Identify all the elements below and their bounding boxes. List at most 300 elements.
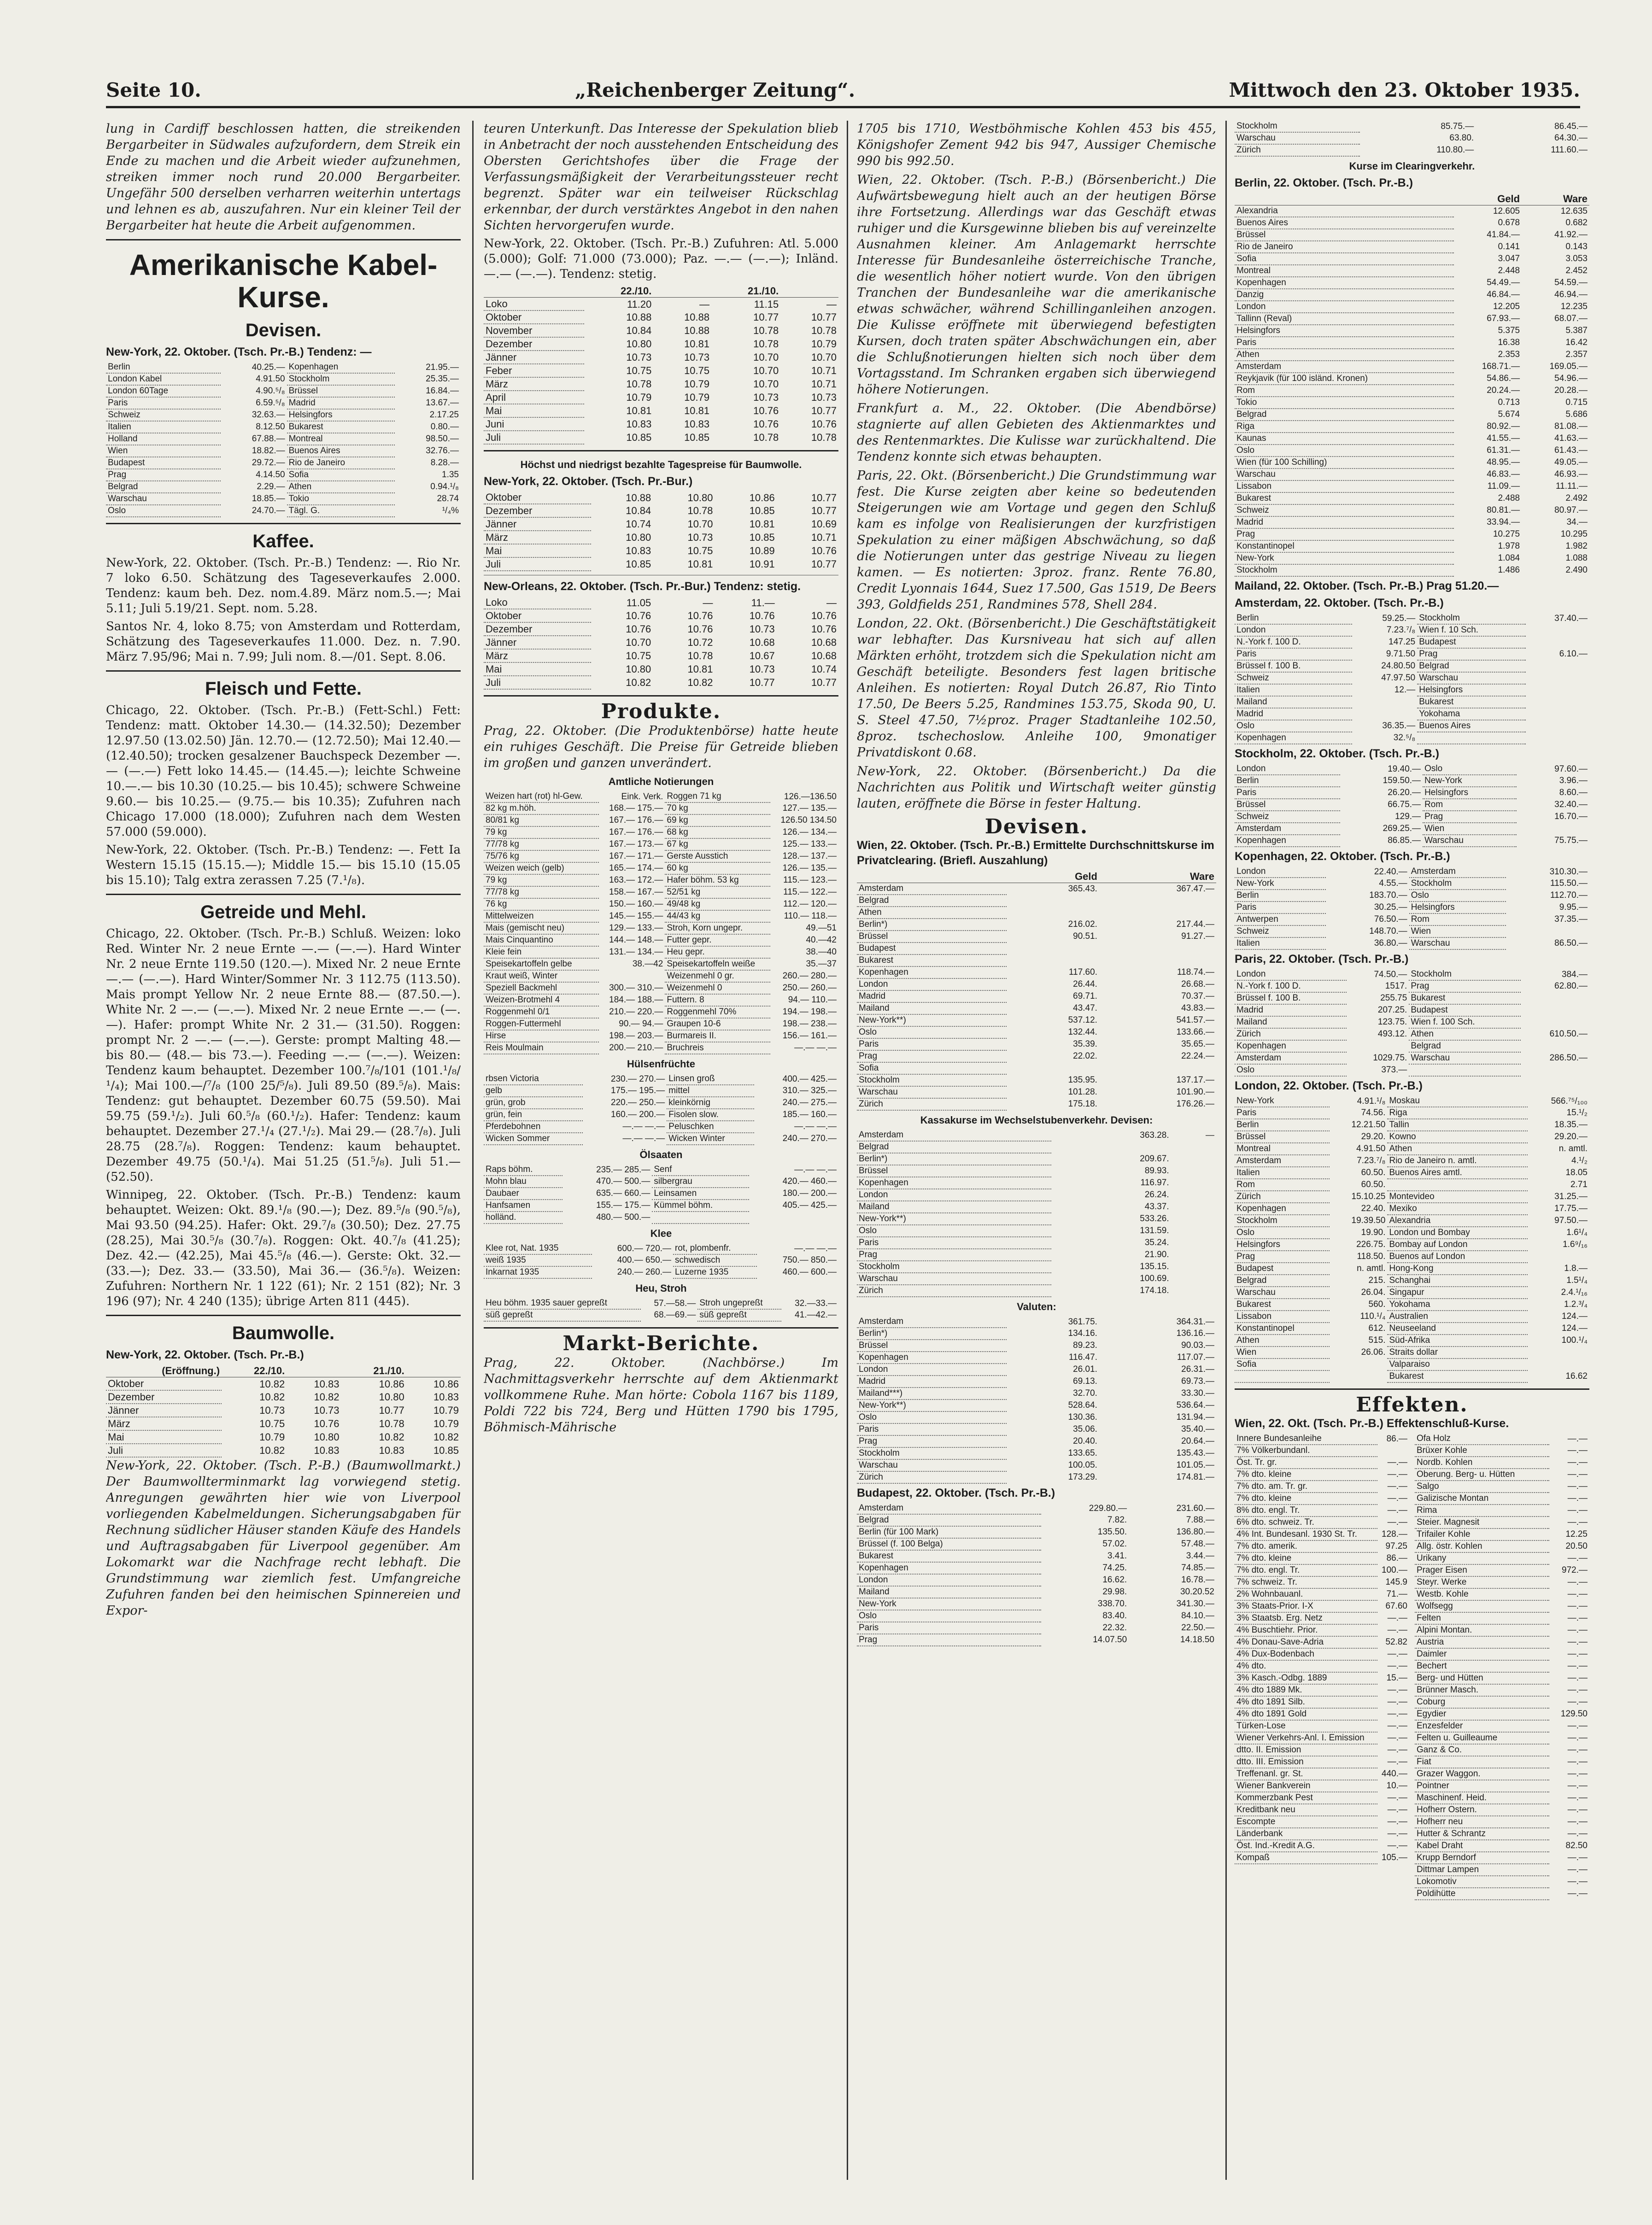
cell-value: 18.82.— — [252, 446, 285, 456]
row-label: Zürich — [1235, 1028, 1347, 1040]
cell-value: 91.27.— — [1181, 931, 1214, 941]
table-row — [484, 404, 838, 417]
table-row — [484, 850, 838, 862]
table-row — [1235, 636, 1589, 648]
cell-value: 10.77 — [811, 492, 837, 504]
table-row — [484, 946, 838, 958]
row-label: Kaunas — [1235, 433, 1454, 445]
cell-value: 89.23. — [1073, 1341, 1097, 1350]
cell-value: 20.50 — [1565, 1541, 1588, 1551]
table-row — [484, 310, 838, 324]
table-row — [484, 1097, 838, 1109]
cell-value: —.— — [1567, 1625, 1588, 1635]
row-label: Rima — [1415, 1505, 1549, 1517]
cell-value: 15.10.25 — [1351, 1192, 1386, 1201]
row-label: Wien — [1235, 1347, 1330, 1358]
row-label: Brüxer Kohle — [1415, 1445, 1549, 1457]
cell-value: 0.713 — [1498, 398, 1520, 407]
cell-value: 0.80.— — [430, 422, 459, 432]
cell-value: 10.73 — [753, 392, 779, 403]
cell-value: 174.18. — [1140, 1286, 1169, 1295]
row-label: Nordb. Kohlen — [1415, 1457, 1549, 1469]
row-label: Athen — [1235, 349, 1454, 361]
row-label: Madrid — [1235, 1004, 1347, 1016]
cell-value: 10.70 — [626, 637, 651, 648]
cell-value: 10.79 — [684, 378, 710, 390]
cell-value: —.— — [1387, 1721, 1407, 1731]
cell-value: 10.67 — [749, 650, 775, 662]
table-row — [857, 1165, 1216, 1177]
row-label: 2% Wohnbauanl. — [1235, 1588, 1377, 1600]
row-label: Juli — [484, 557, 591, 571]
market-text: Chicago, 22. Oktober. (Tsch. Pr.-B.) Schluß. Weizen: loko Red. Winter Nr. 2 neue Ernte —.— (—.—). Hard Winter Nr. 2 neue Ernte 119.50 (120.—). Mixed Nr. 2 neue Ernte —.— (—.—). Hard Winter/Sommer Nr. 3 112.75 (113.50). Mais prompt Yellow Nr. 2 neue Ernte 88.— (87.50.—). White Nr. 2 —.— (—.—). Mixed Nr. 2 neue Ernte —.— (—.—). Hafer: prompt White Nr. 2 31.— (31.50). Roggen: prompt Nr. 2 —.— (—.—). Gerste: prompt Malting 48.— bis 80.— (48.— bis 73.—). Feeding —.— (—.—). Weizen: Tendenz kaum behauptet. Dezember 100.⁷/₈/101 (101.¹/₈/¹/₄); Mai 100.—/⁷/₈ (100 25/⁵/₈). Juli 89.50 (89.⁵/₈). Mais: Tendenz: gut behauptet. Dezember 60.75 (59.50). Mai 59.75 (59.¹/₂). Juli 60.⁵/₈ (60.¹/₂). Hafer: Tendenz: kaum behauptet. Dezember 27.¹/₄ (27.¹/₂). Mai 29.— (28.⁷/₈). Juli 28.75 (28.⁷/₈). Roggen: Tendenz: kaum behauptet. Dezember 49.75 (50.¹/₄). Mai 51.25 (51.⁵/₈). Juli 51.— (52.50). — [106, 927, 461, 1184]
cell-value: 131.59. — [1140, 1226, 1169, 1235]
cell-value: 240.— 275.— — [782, 1098, 837, 1107]
table-row — [857, 1225, 1216, 1237]
cell-value: 101.05.— — [1176, 1460, 1214, 1470]
cell-value: 10.82 — [259, 1378, 285, 1390]
cell-value: 2.492 — [1565, 493, 1588, 503]
row-label: London — [1235, 763, 1340, 775]
cell-value — [1526, 720, 1589, 732]
cell-value: 338.70. — [1097, 1599, 1127, 1609]
table-row — [1235, 445, 1589, 457]
cell-value: 163.— 172.— — [609, 875, 663, 885]
cell-value: 470.— 500.— — [596, 1177, 650, 1186]
row-label: Amsterdam — [1409, 866, 1506, 878]
cell-value: 17.75.— — [1554, 1204, 1588, 1213]
table-row — [106, 397, 461, 409]
cotton-highlow-table — [484, 491, 838, 571]
table-row — [1235, 1358, 1589, 1370]
row-label: Stockholm — [857, 1261, 1051, 1273]
row-label: Paris — [857, 1622, 1041, 1634]
cotton-ny-table — [484, 285, 838, 445]
cell-value: —.— — [1387, 1481, 1407, 1491]
row-label: Graupen 10-6 — [665, 1018, 770, 1030]
cell-value: 67.88.— — [252, 434, 285, 444]
row-label: Rom — [1235, 1179, 1330, 1191]
cell-value: 168.— 175.— — [609, 803, 663, 813]
table-row — [484, 1309, 838, 1321]
row-label: Roggen-Futtermehl — [484, 1018, 599, 1030]
cell-value: 76.50.— — [1374, 914, 1407, 924]
row-label: Kopenhagen — [287, 362, 395, 373]
row-label: Amsterdam — [857, 883, 1007, 895]
cell-value: 117.07.— — [1177, 1353, 1214, 1362]
cell-value — [1526, 624, 1589, 636]
row-label: New-York**) — [857, 1399, 1007, 1411]
row-label: Austria — [1415, 1636, 1549, 1648]
table-row — [1415, 1469, 1589, 1481]
cell-value: 10.83 — [379, 1445, 404, 1456]
market-text: Chicago, 22. Oktober. (Tsch. Pr.-B.) (Fett-Schl.) Fett: Tendenz: matt. Oktober 14.30.— (14.32.50); Dezember 12.97.50 (13.02.50) Jän. 12.70.— (12.72.50); Mai 12.40.— (12.40.50); trocken gesalzener Bauchspeck Dezember —.— (—.—) Fett loko 14.45.— (14.45.—); leichte Schweine 10.—.— bis 10.30 (10.25.— bis 10.45); schwere Schweine 9.60.— bis 10.25.— (9.75.— bis 10.35); Zufuhren nach Chicago 17.000 (18.000); Zufuhren nach dem Westen 57.000 (59.000). — [106, 703, 461, 839]
cell-value — [1526, 696, 1589, 708]
table-row — [1235, 528, 1589, 540]
table-row — [484, 649, 838, 662]
row-label: Heu böhm. 1935 sauer gepreßt — [484, 1298, 641, 1309]
row-label: Brünner Masch. — [1415, 1684, 1549, 1696]
cell-value: 124.— — [1562, 1312, 1588, 1321]
table-row — [857, 1388, 1216, 1399]
cell-value — [1528, 1251, 1589, 1263]
cell-value: 10.78 — [811, 432, 837, 443]
table-row — [1235, 361, 1589, 373]
cell-value — [1517, 823, 1589, 835]
cell-value: 566.⁷⁵/₁₀₀ — [1551, 1096, 1588, 1106]
cell-value: 541.57.— — [1176, 1015, 1214, 1025]
row-label: Oslo — [857, 1225, 1051, 1237]
row-label: Ofa Holz — [1415, 1433, 1549, 1445]
row-label: Berlin — [1235, 775, 1340, 787]
table-row — [1415, 1600, 1589, 1612]
row-label: Stroh ungepreßt — [697, 1298, 781, 1309]
table-row — [1415, 1660, 1589, 1672]
cell-value: 10.91 — [749, 558, 775, 570]
row-label: Sofia — [287, 469, 395, 481]
table-row — [1235, 835, 1589, 847]
cell-value: 19.39.50 — [1351, 1216, 1386, 1225]
cell-value: 10.85 — [749, 505, 775, 516]
cotton-table — [106, 1364, 461, 1458]
cell-value: 118.74.— — [1177, 967, 1214, 977]
cell-value: 173.29. — [1068, 1472, 1097, 1482]
cell-value: 167.— 176.— — [609, 827, 663, 837]
table-row — [1235, 1732, 1409, 1744]
table-title: Valuten: — [1017, 1301, 1056, 1312]
table-row — [857, 1038, 1216, 1050]
row-label: März — [484, 531, 591, 544]
row-label: Wiener Verkehrs-Anl. I. Emission — [1235, 1732, 1377, 1744]
table-row — [106, 1444, 461, 1457]
row-label: Hofherr Ostern. — [1415, 1804, 1549, 1816]
cell-value: —.— — [1387, 1757, 1407, 1767]
row-label: 4% dto. — [1235, 1660, 1377, 1672]
column-4 — [1235, 121, 1589, 2184]
row-label: Brüssel f. 100 B. — [1235, 992, 1347, 1004]
cell-value: 0.682 — [1565, 218, 1588, 228]
row-label: New-York**) — [857, 1213, 1051, 1225]
cell-value: 400.— 650.— — [617, 1255, 672, 1265]
cell-value: 10.77 — [379, 1405, 404, 1416]
cell-value: 38.—42 — [632, 959, 663, 969]
cell-value: 210.— 220.— — [609, 1007, 663, 1017]
row-label: Zürich — [1235, 1191, 1330, 1203]
row-label: Yokohama — [1387, 1299, 1527, 1311]
cell-value: 49.05.— — [1554, 457, 1588, 467]
cell-value: 10.76 — [753, 405, 779, 416]
row-label: Mai — [484, 544, 591, 557]
cell-value: —.— — [1387, 1458, 1407, 1467]
table-row — [1235, 913, 1589, 925]
table-row — [1235, 1155, 1589, 1167]
cell-value: — — [1206, 1130, 1214, 1140]
cell-value: 10.79 — [811, 338, 837, 350]
row-label: Prager Eisen — [1415, 1564, 1549, 1576]
cell-value: 10.73 — [314, 1405, 340, 1416]
column-header — [857, 870, 1007, 883]
table-row — [1415, 1876, 1589, 1888]
table-row — [1235, 1016, 1589, 1028]
row-label: Coburg — [1415, 1696, 1549, 1708]
row-label: Belgrad — [1409, 1040, 1521, 1052]
article-text: New-York, 22. Oktober. (Börsenbericht.) Da die Nachrichten aus Politik und Wirtschaft weiter günstig lauten, eröffnete die Börse in fester Haltung. — [857, 764, 1216, 811]
article-text: Paris, 22. Okt. (Börsenbericht.) Die Grundstimmung war fest. Die Kurse zeigten aber keine so bedeutenden Steigerungen wie am Vortage und gegen den Schluß kam es infolge von Realisierungen der kurzfristigen Spekulation zu einer mäßigen Abschwächung, so daß die Notierungen unter das gestrige Niveau zu liegen kamen. — Es notierten: 3proz. franz. Rente 76.80, Credit Lyonnais 1644, Suez 17.500, Gas 1519, De Beers 393, Goldfields 251, Randmines 578, Shell 284. — [857, 468, 1216, 612]
cell-value: 131.94.— — [1176, 1412, 1214, 1422]
cell-value: Eink. Verk. — [621, 791, 663, 802]
cell-value: 159.50.— — [1383, 776, 1421, 785]
cell-value: 168.71.— — [1482, 362, 1520, 371]
cell-value: 22.50.— — [1181, 1623, 1214, 1633]
row-label: Kowno — [1387, 1131, 1527, 1143]
cell-value: 28.74 — [437, 494, 459, 504]
table-row — [484, 504, 838, 517]
cell-value: 10.80 — [626, 663, 651, 675]
cell-value: 69.71. — [1073, 991, 1097, 1001]
cell-value: —.— — [1567, 1721, 1588, 1731]
cell-value: 175.— 195.— — [611, 1086, 665, 1095]
row-label: 76 kg — [484, 898, 599, 910]
table-row — [1235, 277, 1589, 289]
cell-value — [1521, 1040, 1589, 1052]
cell-value: 255.75 — [1380, 993, 1407, 1003]
row-label: London — [857, 1364, 1007, 1376]
row-label: Leinsamen — [652, 1188, 749, 1200]
row-label: April — [484, 391, 584, 404]
table-row — [857, 1050, 1216, 1062]
row-label: Juli — [484, 431, 584, 444]
cell-value: 36.80.— — [1374, 938, 1407, 948]
row-label: Brüssel f. 100 B. — [1235, 660, 1352, 672]
table-row — [1235, 421, 1589, 433]
table-row — [857, 1249, 1216, 1261]
dateline: Berlin, 22. Oktober. (Tsch. Pr.-B.) — [1235, 176, 1413, 189]
cell-value: 54.86.— — [1487, 374, 1520, 383]
divider — [106, 523, 461, 524]
table-row — [1235, 1239, 1589, 1251]
table-row — [857, 1062, 1216, 1074]
cell-value: 12.605 — [1493, 206, 1520, 216]
column-rule — [847, 121, 848, 2180]
row-label: London — [1235, 301, 1454, 313]
cell-value: 10.77 — [811, 558, 837, 570]
cell-value: 1.35 — [442, 470, 459, 480]
cell-value: 41.84.— — [1487, 230, 1520, 240]
row-label: Jänner — [106, 1404, 222, 1417]
cell-value: —.— — [1567, 1434, 1588, 1444]
cell-value: 21.95.— — [426, 362, 459, 372]
row-label: Brüssel — [857, 1165, 1051, 1177]
cell-value: 100.69. — [1140, 1274, 1169, 1283]
cell-value: 135.95. — [1068, 1075, 1097, 1085]
table-title: Ölsaaten — [639, 1149, 683, 1160]
table-row — [1415, 1588, 1589, 1600]
cell-value: 10.70 — [753, 351, 779, 363]
cell-value — [1099, 954, 1216, 966]
cell-value: —.— — [1567, 1769, 1588, 1779]
table-row — [1415, 1852, 1589, 1864]
cell-value: 11.— — [751, 597, 775, 609]
row-label: Riga — [1387, 1107, 1527, 1119]
cell-value: —.— — [1567, 1458, 1588, 1467]
row-label: Athen — [1387, 1143, 1527, 1155]
cell-value: —.— — [1387, 1841, 1407, 1850]
row-label: Brüssel — [1235, 229, 1454, 241]
row-label: Steier. Magnesit — [1415, 1517, 1549, 1528]
cell-value: 1517. — [1385, 981, 1407, 991]
cell-value: 63.80. — [1449, 133, 1474, 143]
row-label: Buenos Aires — [287, 445, 395, 457]
cell-value: 5.387 — [1565, 326, 1588, 335]
cell-value: 10.82 — [379, 1431, 404, 1443]
row-label: Warschau — [1235, 1287, 1330, 1299]
table-row — [1235, 1612, 1409, 1624]
row-label: Oslo — [1409, 890, 1506, 902]
cell-value: 3.96.— — [1559, 776, 1588, 785]
cell-value: 4.91.50 — [1356, 1144, 1386, 1153]
cell-value: — — [826, 298, 837, 310]
row-label: Riga — [1235, 421, 1454, 433]
cell-value: 229.80.— — [1089, 1503, 1127, 1513]
cell-value: —.— — [1567, 1877, 1588, 1886]
column-header: Ware — [1099, 870, 1216, 883]
cell-value: —.— — [1387, 1697, 1407, 1707]
table-row — [1235, 799, 1589, 811]
row-label: Bukarest — [857, 954, 1007, 966]
cell-value: 240.— 260.— — [617, 1267, 672, 1277]
issue-date: Mittwoch den 23. Oktober 1935. — [1229, 78, 1580, 101]
table-row — [857, 1459, 1216, 1471]
table-row — [857, 883, 1216, 895]
row-label: Danzig — [1235, 289, 1454, 301]
cell-value: 10.68 — [811, 650, 837, 662]
row-label: Weizen weich (gelb) — [484, 862, 599, 874]
row-label: dtto. II. Emission — [1235, 1744, 1377, 1756]
cell-value: 10.76 — [753, 418, 779, 430]
row-label: Oslo — [857, 1411, 1007, 1423]
cell-value: 194.— 198.— — [782, 1007, 837, 1017]
row-label: Luzerne 1935 — [673, 1266, 757, 1278]
cell-value: 22.40.— — [1374, 867, 1407, 877]
row-label: Bukarest — [1235, 1299, 1330, 1311]
table-row — [857, 1514, 1216, 1526]
securities-right-table — [1415, 1433, 1589, 1900]
row-label: Brüssel — [287, 385, 395, 397]
table-row — [1415, 1864, 1589, 1876]
table-row — [484, 1254, 838, 1266]
row-label: Madrid — [287, 397, 395, 409]
table-row — [1235, 1445, 1409, 1457]
row-label: 49/48 kg — [665, 898, 770, 910]
cell-value: 111.60.— — [1551, 145, 1588, 155]
cell-value: —.— — [1567, 1889, 1588, 1898]
cell-value: 10.75 — [259, 1418, 285, 1429]
cell-value: 310.30.— — [1549, 867, 1588, 877]
row-label: Helsingfors — [1409, 902, 1506, 913]
table-row — [857, 1562, 1216, 1574]
row-label: Warschau — [106, 493, 221, 505]
table-row — [484, 417, 838, 431]
cell-value: 10.80 — [626, 338, 652, 350]
table-row — [1235, 969, 1589, 980]
cell-value: 32.⁵/₈ — [1393, 733, 1416, 743]
row-label: Berlin*) — [857, 1153, 1051, 1165]
cell-value: 43.83.— — [1181, 1003, 1214, 1013]
row-label: Daimler — [1415, 1648, 1549, 1660]
table-header-row — [857, 870, 1216, 883]
row-label: Berlin — [1235, 613, 1352, 624]
table-row — [484, 994, 838, 1006]
row-label: Holland — [106, 433, 221, 445]
column-header — [1235, 193, 1454, 205]
table-row — [1235, 1528, 1409, 1540]
row-label: Italien — [1235, 937, 1326, 949]
cell-value: 10.295 — [1560, 529, 1588, 539]
row-label: Konstantinopel — [1235, 1323, 1330, 1335]
table-row — [1235, 992, 1589, 1004]
cell-value — [1171, 1153, 1216, 1165]
cell-value: 26.31.— — [1181, 1364, 1214, 1374]
table-row — [484, 337, 838, 351]
table-row — [857, 1550, 1216, 1562]
table-row — [1235, 902, 1589, 913]
cash-rates-table — [857, 1130, 1216, 1297]
cell-value: —.— — [1567, 1589, 1588, 1599]
row-label: Hirse — [484, 1030, 599, 1042]
row-label: 7% dto. kleine — [1235, 1493, 1377, 1505]
row-label: Wien f. 10 Sch. — [1417, 624, 1526, 636]
cell-value — [1099, 943, 1216, 954]
cell-value: 10.85 — [626, 558, 651, 570]
cell-value: 26.06. — [1361, 1347, 1386, 1357]
table-row — [106, 457, 461, 469]
cell-value: 10.76 — [626, 623, 651, 635]
row-label: 6% dto. schweiz. Tr. — [1235, 1517, 1377, 1528]
row-label: Öst. Ind.-Kredit A.G. — [1235, 1840, 1377, 1852]
cell-value: 10.82 — [626, 677, 651, 688]
row-label — [652, 1212, 749, 1224]
row-label: London Kabel — [106, 373, 221, 385]
cell-value: 10.73 — [749, 663, 775, 675]
row-label: Berg- und Hütten — [1415, 1672, 1549, 1684]
cell-value: 365.43. — [1068, 884, 1097, 894]
cell-value: 185.— 160.— — [782, 1110, 837, 1119]
row-label: Oktober — [106, 1377, 222, 1391]
row-label: Westb. Kohle — [1415, 1588, 1549, 1600]
cell-value: 10.78 — [687, 505, 713, 516]
row-label: Mai — [484, 404, 584, 417]
cell-value: 136.16.— — [1176, 1329, 1214, 1338]
subsection-title: Baumwolle. — [232, 1323, 335, 1343]
row-label: Stockholm — [1409, 969, 1521, 980]
table-row — [857, 1153, 1216, 1165]
row-label: Roggen 71 kg — [665, 791, 770, 802]
table-row — [1415, 1840, 1589, 1852]
row-label: Prag — [857, 1634, 1041, 1646]
cell-value: 3.053 — [1565, 254, 1588, 263]
cell-value: 64.30.— — [1554, 133, 1588, 143]
row-label: Prag — [1235, 528, 1454, 540]
table-row — [857, 1364, 1216, 1376]
cell-value: 75.75.— — [1554, 836, 1588, 845]
table-row — [484, 898, 838, 910]
row-label: Speisekartoffeln weiße — [665, 958, 770, 970]
table-row — [484, 1121, 838, 1133]
row-label: Mittelweizen — [484, 910, 599, 922]
cell-value: 10.81 — [684, 405, 710, 416]
cell-value: 310.— 325.— — [782, 1086, 837, 1095]
cell-value: 98.50.— — [426, 434, 459, 444]
